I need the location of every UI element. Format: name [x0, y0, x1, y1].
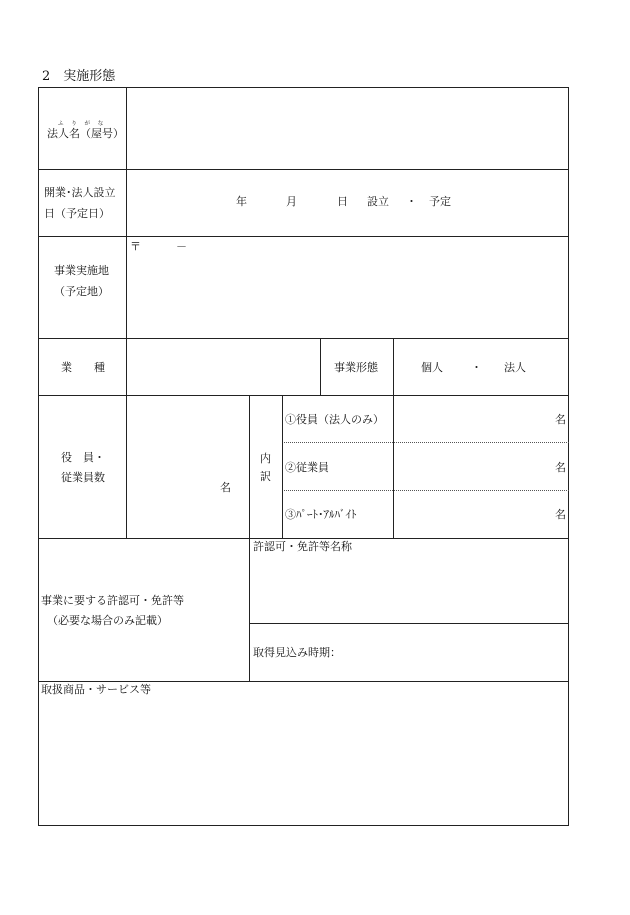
- products-label: 取扱商品・サービス等: [41, 683, 151, 696]
- employees-label: ②従業員: [285, 461, 329, 474]
- row-divider: [38, 681, 569, 682]
- column-divider: [393, 338, 394, 538]
- products-field[interactable]: [41, 699, 565, 821]
- row-divider: [38, 169, 569, 170]
- license-label-line2: （必要な場合のみ記載）: [47, 614, 168, 627]
- business-form-separator: ・: [471, 361, 482, 374]
- row-divider: [38, 236, 569, 237]
- industry-label: 業 種: [61, 361, 105, 374]
- establishment-year: 年: [236, 195, 247, 208]
- officers-unit: 名: [555, 413, 566, 426]
- part-time-label: ③ﾊﾟｰﾄ･ｱﾙﾊﾞｲﾄ: [285, 508, 357, 521]
- establishment-month: 月: [286, 195, 297, 208]
- establishment-planned[interactable]: 予定: [429, 195, 451, 208]
- establishment-label-line2: 日（予定日）: [44, 207, 110, 220]
- business-form-individual[interactable]: 個人: [421, 361, 443, 374]
- column-divider: [320, 338, 321, 395]
- postal-dash: －: [176, 240, 187, 253]
- breakdown-label-2: 訳: [260, 470, 271, 483]
- license-timing-field[interactable]: [345, 628, 564, 677]
- corp-name-field[interactable]: [130, 92, 564, 165]
- location-field[interactable]: [130, 240, 564, 334]
- business-form-corporation[interactable]: 法人: [504, 361, 526, 374]
- industry-field[interactable]: [130, 342, 316, 391]
- establishment-established[interactable]: 設立: [367, 195, 389, 208]
- staff-total-field[interactable]: [130, 400, 245, 534]
- license-name-label: 許認可・免許等名称: [253, 540, 352, 553]
- business-form-label: 事業形態: [334, 361, 378, 374]
- section-title: 2 実施形態: [42, 69, 116, 84]
- staff-total-unit: 名: [220, 481, 231, 494]
- establishment-label-line1: 開業･法人設立: [44, 186, 116, 199]
- establishment-day: 日: [337, 195, 348, 208]
- label-column-divider: [126, 87, 127, 538]
- breakdown-label-1: 内: [260, 452, 271, 465]
- location-label-line1: 事業実施地: [54, 264, 109, 277]
- license-name-field[interactable]: [253, 556, 564, 619]
- officers-label: ①役員（法人のみ）: [285, 413, 384, 426]
- part-time-unit: 名: [555, 508, 566, 521]
- row-divider: [249, 623, 569, 624]
- row-divider: [38, 395, 569, 396]
- employees-unit: 名: [555, 461, 566, 474]
- establishment-separator: ・: [406, 195, 417, 208]
- column-divider: [249, 395, 250, 681]
- corp-name-furigana: ふ り が な: [58, 121, 107, 127]
- row-divider: [38, 538, 569, 539]
- row-divider: [38, 338, 569, 339]
- staff-label-line1: 役 員・: [61, 451, 105, 464]
- column-divider: [282, 395, 283, 538]
- part-time-count-field[interactable]: [396, 494, 546, 534]
- officers-count-field[interactable]: [396, 399, 546, 439]
- breakdown-divider: [282, 442, 569, 443]
- breakdown-divider: [282, 490, 569, 491]
- staff-label-line2: 従業員数: [61, 471, 105, 484]
- license-label-line1: 事業に要する許認可・免許等: [41, 594, 184, 607]
- postal-mark: 〒: [130, 240, 141, 253]
- corp-name-label: 法人名（屋号）: [47, 127, 124, 140]
- location-label-line2: （予定地）: [54, 285, 109, 298]
- license-timing-label: 取得見込み時期：: [253, 646, 341, 659]
- employees-count-field[interactable]: [396, 446, 546, 486]
